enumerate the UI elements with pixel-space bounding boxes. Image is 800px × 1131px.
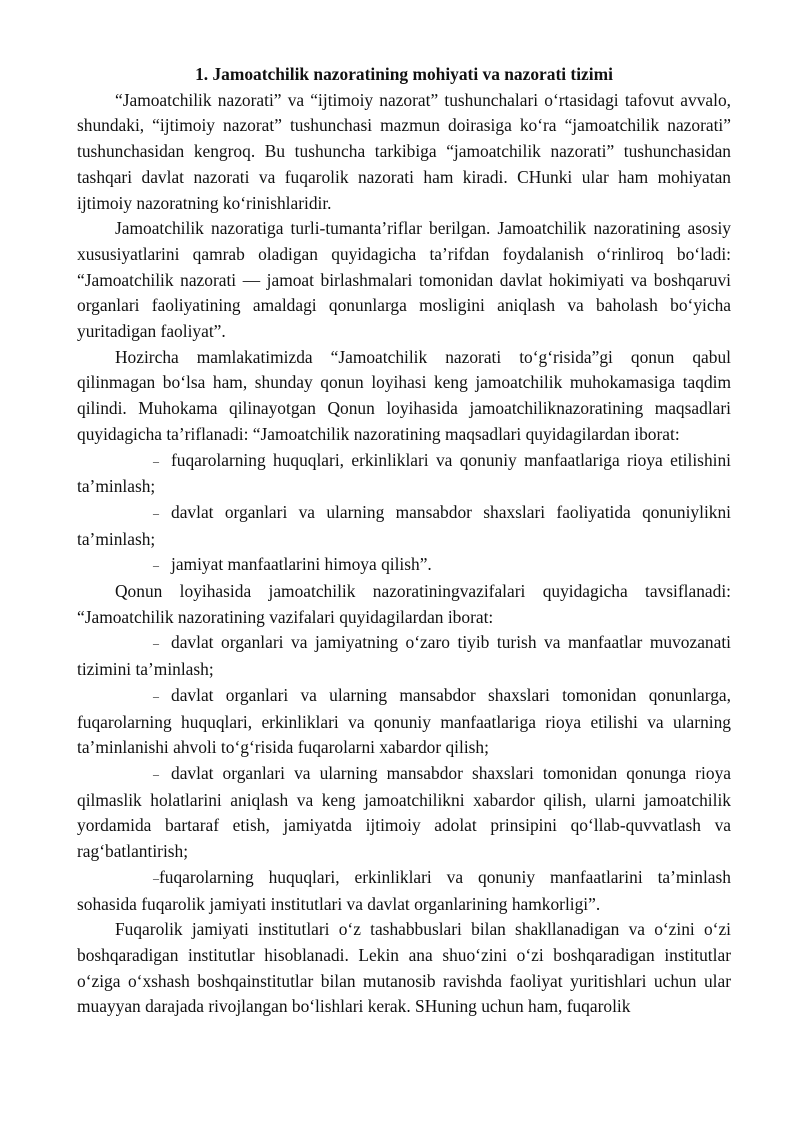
goal-text: jamiyat manfaatlarini himoya qilish”.	[171, 554, 432, 575]
task-list-item	[77, 683, 731, 761]
task-text: davlat organlari va jamiyatning o‘zaro tiyib turish va manfaatlar muvozanati tizimini ta’minlash;	[77, 632, 731, 680]
task-text: davlat organlari va ularning mansabdor shaxslari tomonidan qonunlarga, fuqarolarning huquqlari, erkinliklari va qonuniy manfaatlariga rioya etilishi va ularning ta’minlanishi ahvoli to‘g‘risida fuqarolarni xabardor qilish;	[77, 684, 731, 758]
dash-bullet: –	[153, 636, 159, 651]
paragraph-law-draft: Hozircha mamlakatimizda “Jamoatchilik nazorati to‘g‘risida”gi qonun qabul qilinmagan bo‘lsa ham, shunday qonun loyihasi keng jamoatchilik muhokamasiga taqdim qilindi. Muhokama qilinayotgan Qonun loyihasida jamoatchiliknazoratining maqsadlari quyidagicha ta’riflanadi: “Jamoatchilik nazoratining maqsadlari quyidagilardan iborat:	[77, 346, 731, 444]
paragraph-intro: “Jamoatchilik nazorati” va “ijtimoiy nazorat” tushunchalari o‘rtasidagi tafovut avvalo, shundaki, “ijtimoiy nazorat” tushunchasi mazmun doirasiga ko‘ra “jamoatchilik nazorati” tushunchasidan kengroq. Bu tushuncha tarkibiga “jamoatchilik nazorati” tushunchasidan tashqari davlat nazorati va fuqarolik nazorati ham kiradi. CHunki ular ham mohiyatan ijtimoiy nazoratning ko‘rinishlaridir.	[77, 89, 731, 213]
goal-list-item	[77, 448, 731, 500]
goal-text: fuqarolarning huquqlari, erkinliklari va qonuniy manfaatlariga rioya etilishini ta’minlash;	[77, 449, 731, 497]
paragraph-tasks-intro: Qonun loyihasida jamoatchilik nazoratiningvazifalari quyidagicha tavsiflanadi: “Jamoatchilik nazoratining vazifalari quyidagilardan iborat:	[77, 581, 731, 627]
dash-bullet: –	[153, 558, 159, 573]
section-heading: 1. Jamoatchilik nazoratining mohiyati va nazorati tizimi	[195, 64, 613, 84]
task-list-item	[77, 630, 731, 682]
task-list-item	[77, 865, 731, 917]
dash-bullet: –	[153, 766, 159, 781]
paragraph-closing: Fuqarolik jamiyati institutlari o‘z tashabbuslari bilan shakllanadigan va o‘zini o‘zi boshqaradigan institutlar hisoblanadi. Lekin ana shuo‘zini o‘zi boshqaradigan institutlar o‘ziga o‘xshash boshqainstitutlar bilan mutanosib ravishda faoliyat yuritishlari uchun ular muayyan darajada rivojlangan bo‘lishlari kerak. SHuning uchun ham, fuqarolik	[77, 919, 731, 1017]
goal-list-item	[77, 552, 731, 579]
goal-list-item	[77, 500, 731, 552]
dash-bullet: –	[153, 688, 159, 703]
paragraph-definitions: Jamoatchilik nazoratiga turli-tumanta’riflar berilgan. Jamoatchilik nazoratining asosiy xususiyatlarini qamrab oladigan quyidagicha ta’rifdan foydalanish o‘rinliroq bo‘ladi: “Jamoatchilik nazorati — jamoat birlashmalari tomonidan davlat hokimiyati va boshqaruvi organlari faoliyatining amaldagi qonunlarga mosligini aniqlash va baholash bo‘yicha yuritadigan faoliyat”.	[77, 218, 731, 342]
document-page	[77, 62, 731, 1020]
task-list-item	[77, 761, 731, 865]
dash-bullet: –	[153, 453, 159, 468]
dash-bullet: –	[153, 505, 159, 520]
dash-bullet: –	[153, 870, 159, 885]
task-text: davlat organlari va ularning mansabdor shaxslari tomonidan qonunga rioya qilmaslik holatlarini aniqlash va keng jamoatchilikni xabardor qilish, ularni jamoatchilik yordamida bartaraf etish, jamiyatda ijtimoiy adolat prinsipini qo‘llab-quvvatlash va rag‘batlantirish;	[77, 762, 731, 862]
goal-text: davlat organlari va ularning mansabdor shaxslari faoliyatida qonuniylikni ta’minlash;	[77, 501, 731, 549]
task-text: fuqarolarning huquqlari, erkinliklari va qonuniy manfaatlarini ta’minlash sohasida fuqarolik jamiyati institutlari va davlat organlarining hamkorligi”.	[77, 866, 731, 914]
